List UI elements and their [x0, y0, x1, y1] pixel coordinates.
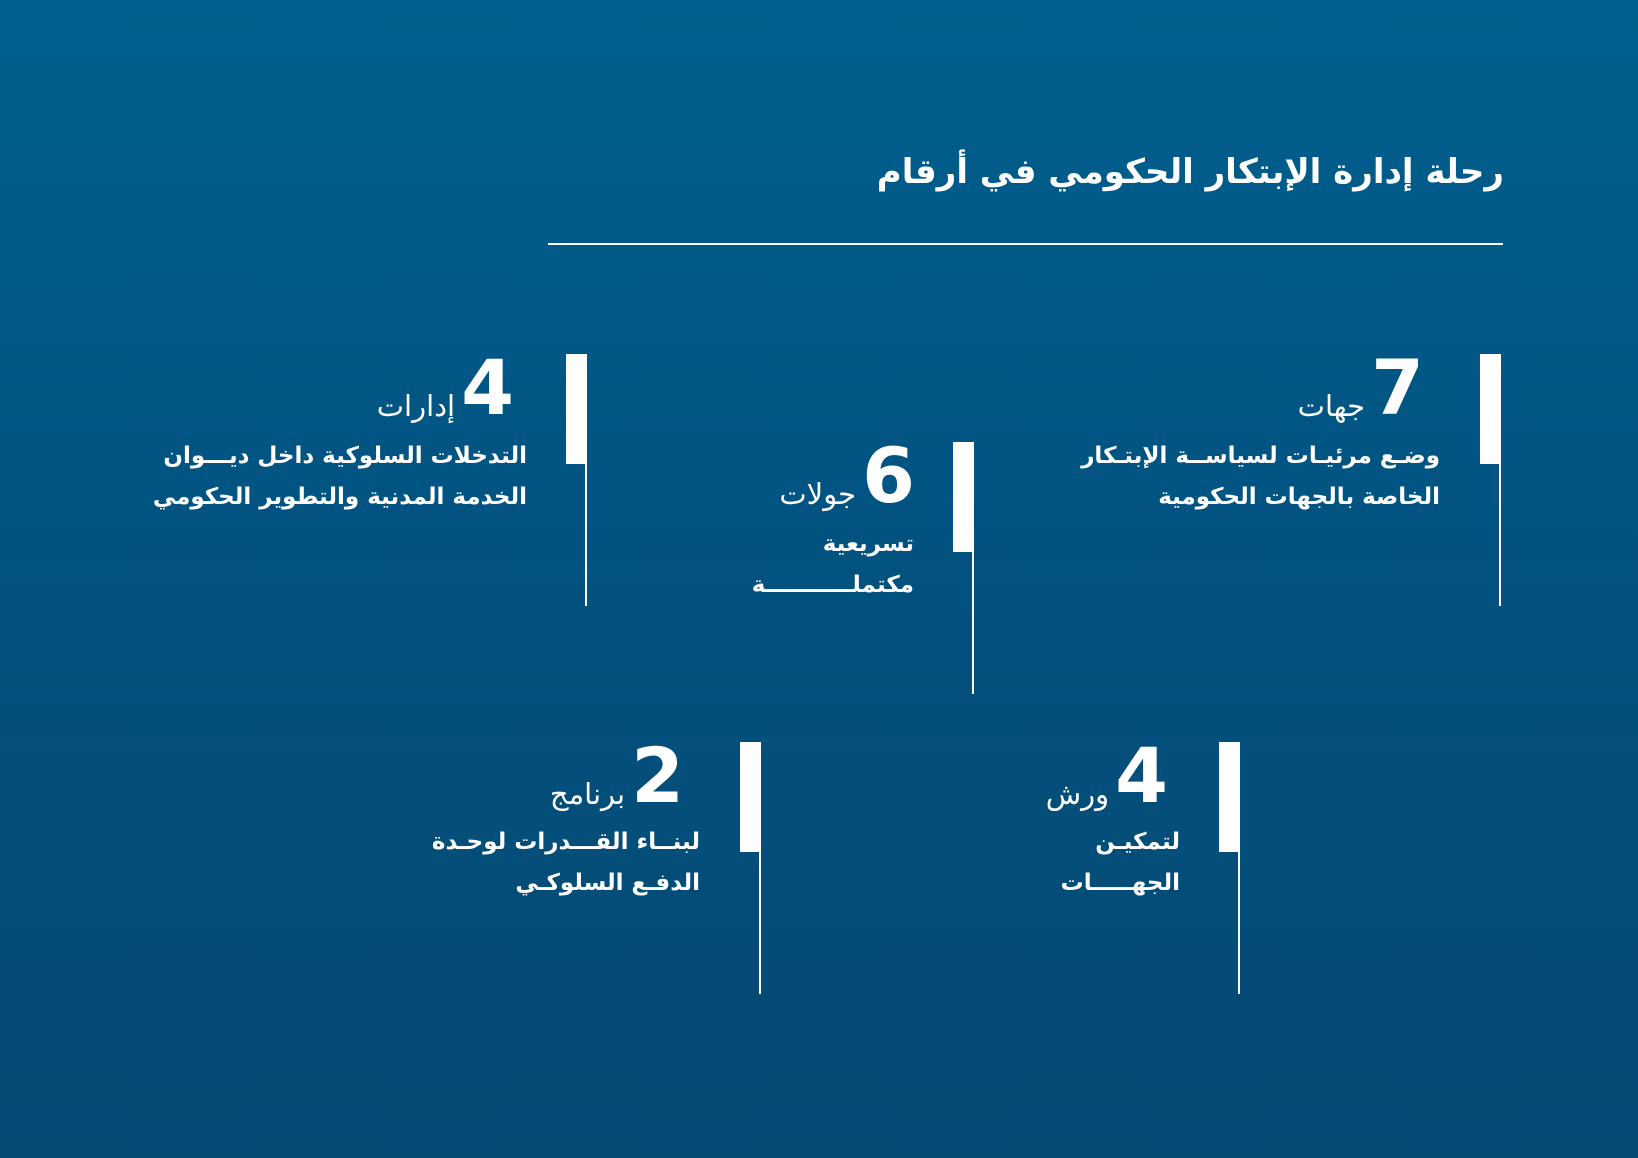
- stat-description: لتمكيـن الجهـــــات: [1060, 829, 1180, 896]
- stat-unit: إدارات: [376, 389, 456, 423]
- stat-number: 2: [631, 731, 684, 820]
- stat-number: 6: [862, 431, 915, 520]
- stat-accent-bar: [953, 442, 974, 552]
- stat-number: 7: [1371, 343, 1424, 432]
- stat-description: التدخلات السلوكية داخل ديـــوان الخدمة المدنية والتطوير الحكومي: [152, 443, 527, 510]
- stat-accent-bar: [566, 354, 587, 464]
- stat-description: لبنــاء القـــدرات لوحـدة الدفـع السلوكـي: [431, 829, 700, 896]
- stat-heading: [1045, 731, 1168, 820]
- stat-divider-line: [972, 442, 974, 694]
- stat-accent-bar: [1480, 354, 1501, 464]
- page-title: رحلة إدارة الإبتكار الحكومي في أرقام: [876, 152, 1504, 192]
- stat-divider-line: [1499, 354, 1501, 606]
- stat-divider-line: [759, 742, 761, 994]
- stat-divider-line: [585, 354, 587, 606]
- stat-number: 4: [1115, 731, 1168, 820]
- stat-accent-bar: [1219, 742, 1240, 852]
- stat-divider-line: [1238, 742, 1240, 994]
- stat-heading: [376, 343, 514, 432]
- stat-unit: برنامج: [549, 777, 626, 811]
- stat-accent-bar: [740, 742, 761, 852]
- stat-description: تسريعية مكتملـــــــــــة: [751, 531, 914, 598]
- stat-description: وضـع مرئيـات لسياســة الإبتـكار الخاصة بالجهات الحكومية: [1081, 443, 1440, 510]
- stat-unit: جهات: [1297, 389, 1366, 423]
- title-divider: [548, 243, 1503, 245]
- stat-heading: [1297, 343, 1424, 432]
- stat-number: 4: [461, 343, 514, 432]
- stat-unit: جولات: [779, 477, 857, 511]
- stat-unit: ورش: [1045, 777, 1110, 811]
- stat-heading: [779, 431, 915, 520]
- stat-heading: [549, 731, 684, 820]
